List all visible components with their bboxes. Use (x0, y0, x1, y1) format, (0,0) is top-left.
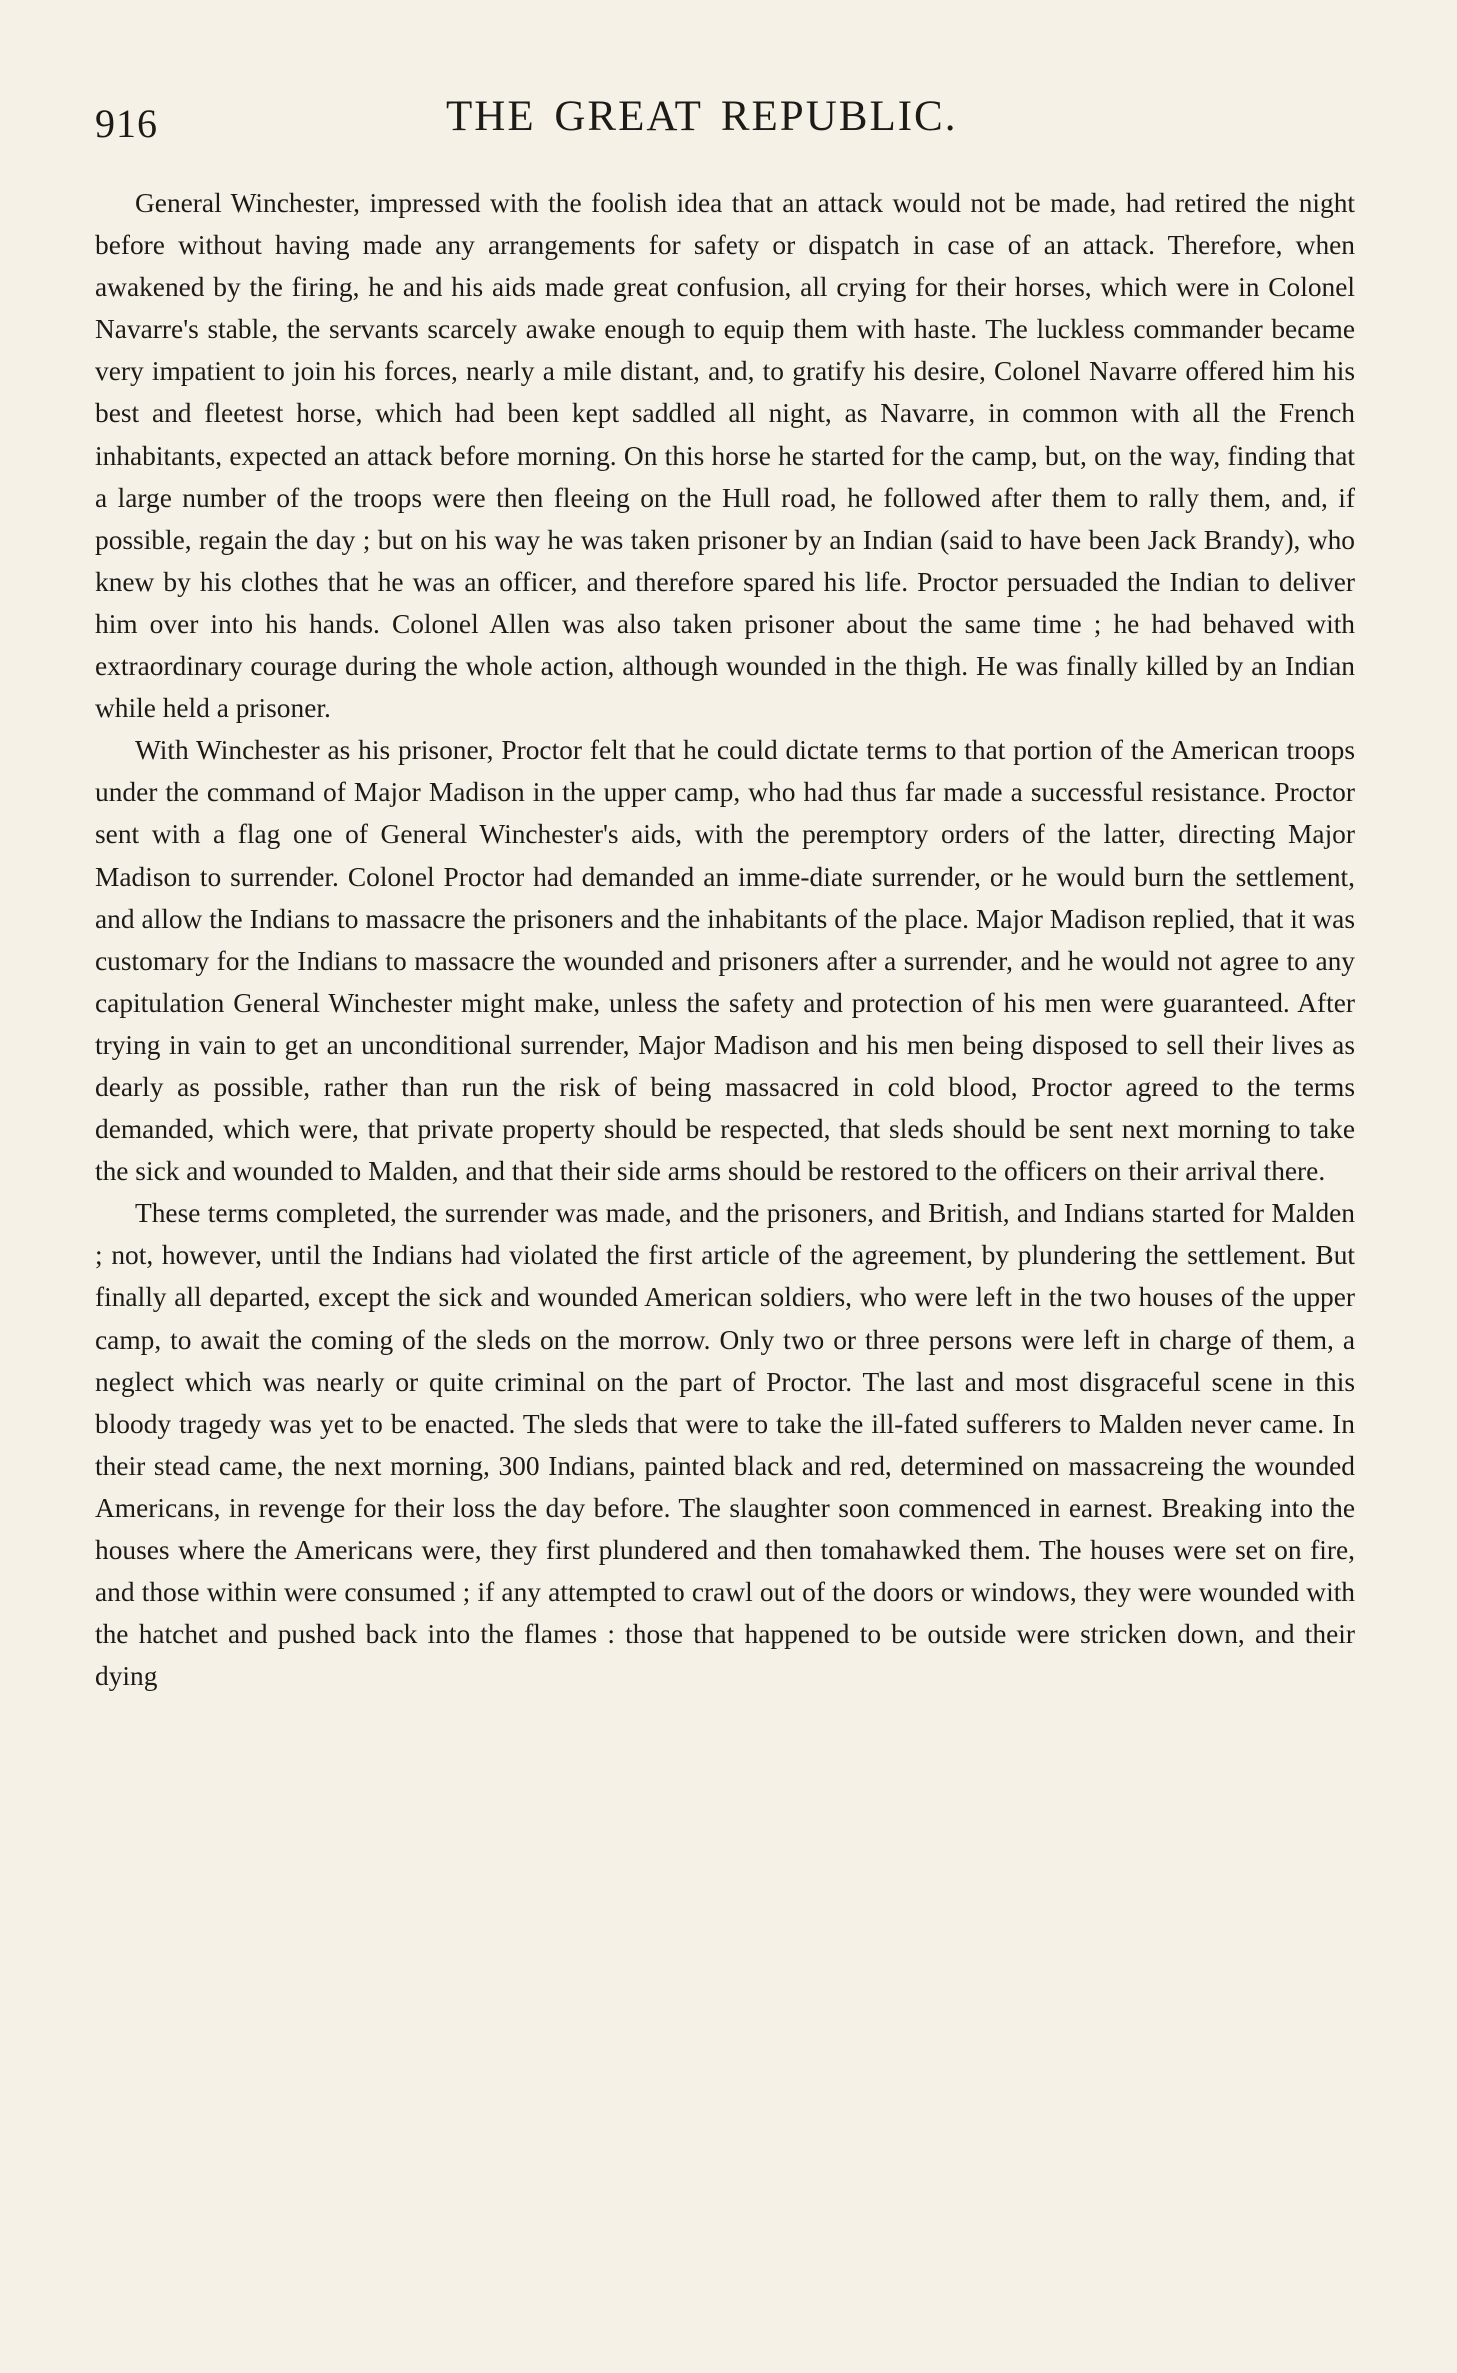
paragraph: With Winchester as his prisoner, Proctor felt that he could dictate terms to that portion of the American troops under the command of Major Madison in the upper camp, who had thus far made a successful resistance. Proctor sent with a flag one of General Winchester's aids, with the peremptory orders of the latter, directing Major Madison to surrender. Colonel Proctor had demanded an imme-diate surrender, or he would burn the settlement, and allow the Indians to massacre the prisoners and the inhabitants of the place. Major Madison replied, that it was customary for the Indians to massacre the wounded and prisoners after a surrender, and he would not agree to any capitulation General Winchester might make, unless the safety and protection of his men were guaranteed. After trying in vain to get an unconditional surrender, Major Madison and his men being disposed to sell their lives as dearly as possible, rather than run the risk of being massacred in cold blood, Proctor agreed to the terms demanded, which were, that private property should be respected, that sleds should be sent next morning to take the sick and wounded to Malden, and that their side arms should be restored to the officers on their arrival there. (95, 735, 1355, 1187)
paragraph: General Winchester, impressed with the foolish idea that an attack would not be made, had retired the night before without having made any arrangements for safety or dispatch in case of an attack. Therefore, when awakened by the firing, he and his aids made great confusion, all crying for their horses, which were in Colonel Navarre's stable, the servants scarcely awake enough to equip them with haste. The luckless commander became very impatient to join his forces, nearly a mile distant, and, to gratify his desire, Colonel Navarre offered him his best and fleetest horse, which had been kept saddled all night, as Navarre, in common with all the French inhabitants, expected an attack before morning. On this horse he started for the camp, but, on the way, finding that a large number of the troops were then fleeing on the Hull road, he followed after them to rally them, and, if possible, regain the day ; but on his way he was taken prisoner by an Indian (said to have been Jack Brandy), who knew by his clothes that he was an officer, and therefore spared his life. Proctor persuaded the Indian to deliver him over into his hands. Colonel Allen was also taken prisoner about the same time ; he had behaved with extraordinary courage during the whole action, although wounded in the thigh. He was finally killed by an Indian while held a prisoner. (95, 188, 1355, 724)
page-number: 916 (95, 101, 158, 146)
running-head (0, 92, 1457, 152)
running-title: THE GREAT REPUBLIC. (446, 93, 958, 140)
body-text (95, 182, 1355, 1697)
paragraph: These terms completed, the surrender was made, and the prisoners, and British, and Indians started for Malden ; not, however, until the Indians had violated the first article of the agreement, by plundering the settlement. But finally all departed, except the sick and wounded American soldiers, who were left in the two houses of the upper camp, to await the coming of the sleds on the morrow. Only two or three persons were left in charge of them, a neglect which was nearly or quite criminal on the part of Proctor. The last and most disgraceful scene in this bloody tragedy was yet to be enacted. The sleds that were to take the ill-fated sufferers to Malden never came. In their stead came, the next morning, 300 Indians, painted black and red, determined on massacreing the wounded Americans, in revenge for their loss the day before. The slaughter soon commenced in earnest. Breaking into the houses where the Americans were, they first plundered and then tomahawked them. The houses were set on fire, and those within were consumed ; if any attempted to crawl out of the doors or windows, they were wounded with the hatchet and pushed back into the flames : those that happened to be outside were stricken down, and their dying (95, 1198, 1355, 1692)
